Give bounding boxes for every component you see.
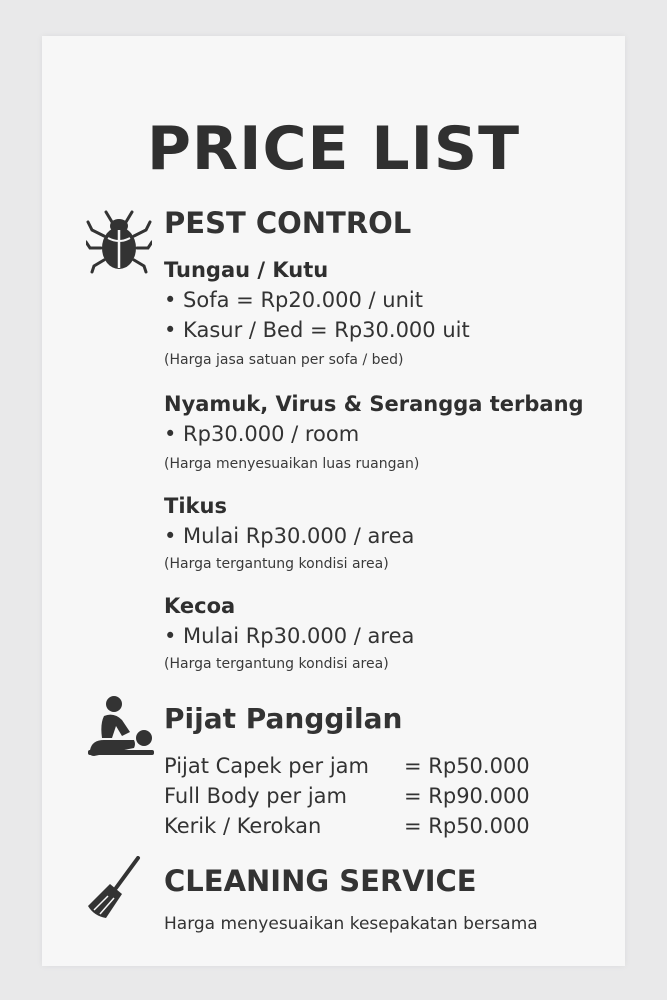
massage-price: = Rp50.000	[404, 814, 530, 838]
price-line: • Kasur / Bed = Rp30.000 uit	[164, 318, 470, 342]
price-note: (Harga jasa satuan per sofa / bed)	[164, 352, 404, 368]
price-line: • Sofa = Rp20.000 / unit	[164, 288, 423, 312]
massage-heading: Pijat Panggilan	[164, 702, 403, 735]
price-line: • Mulai Rp30.000 / area	[164, 524, 415, 548]
cleaning-heading: CLEANING SERVICE	[164, 864, 477, 898]
massage-label: Kerik / Kerokan	[164, 814, 322, 838]
group-name: Nyamuk, Virus & Serangga terbang	[164, 392, 584, 416]
price-note: (Harga tergantung kondisi area)	[164, 556, 389, 572]
price-list-card	[42, 36, 625, 966]
price-line: • Rp30.000 / room	[164, 422, 360, 446]
massage-price: = Rp50.000	[404, 754, 530, 778]
price-note: (Harga menyesuaikan luas ruangan)	[164, 456, 420, 472]
massage-row	[164, 814, 530, 838]
massage-row	[164, 754, 530, 778]
massage-price: = Rp90.000	[404, 784, 530, 808]
price-line: • Mulai Rp30.000 / area	[164, 624, 415, 648]
group-name: Tungau / Kutu	[164, 258, 329, 282]
group-name: Tikus	[164, 494, 227, 518]
massage-label: Full Body per jam	[164, 784, 347, 808]
bug-icon	[86, 208, 152, 274]
group-name: Kecoa	[164, 594, 236, 618]
broom-icon	[86, 856, 142, 920]
page-title: PRICE LIST	[146, 114, 521, 184]
pest-control-heading: PEST CONTROL	[164, 206, 412, 240]
massage-label: Pijat Capek per jam	[164, 754, 369, 778]
massage-icon	[86, 694, 156, 756]
cleaning-note: Harga menyesuaikan kesepakatan bersama	[164, 914, 538, 934]
price-note: (Harga tergantung kondisi area)	[164, 656, 389, 672]
massage-row	[164, 784, 530, 808]
